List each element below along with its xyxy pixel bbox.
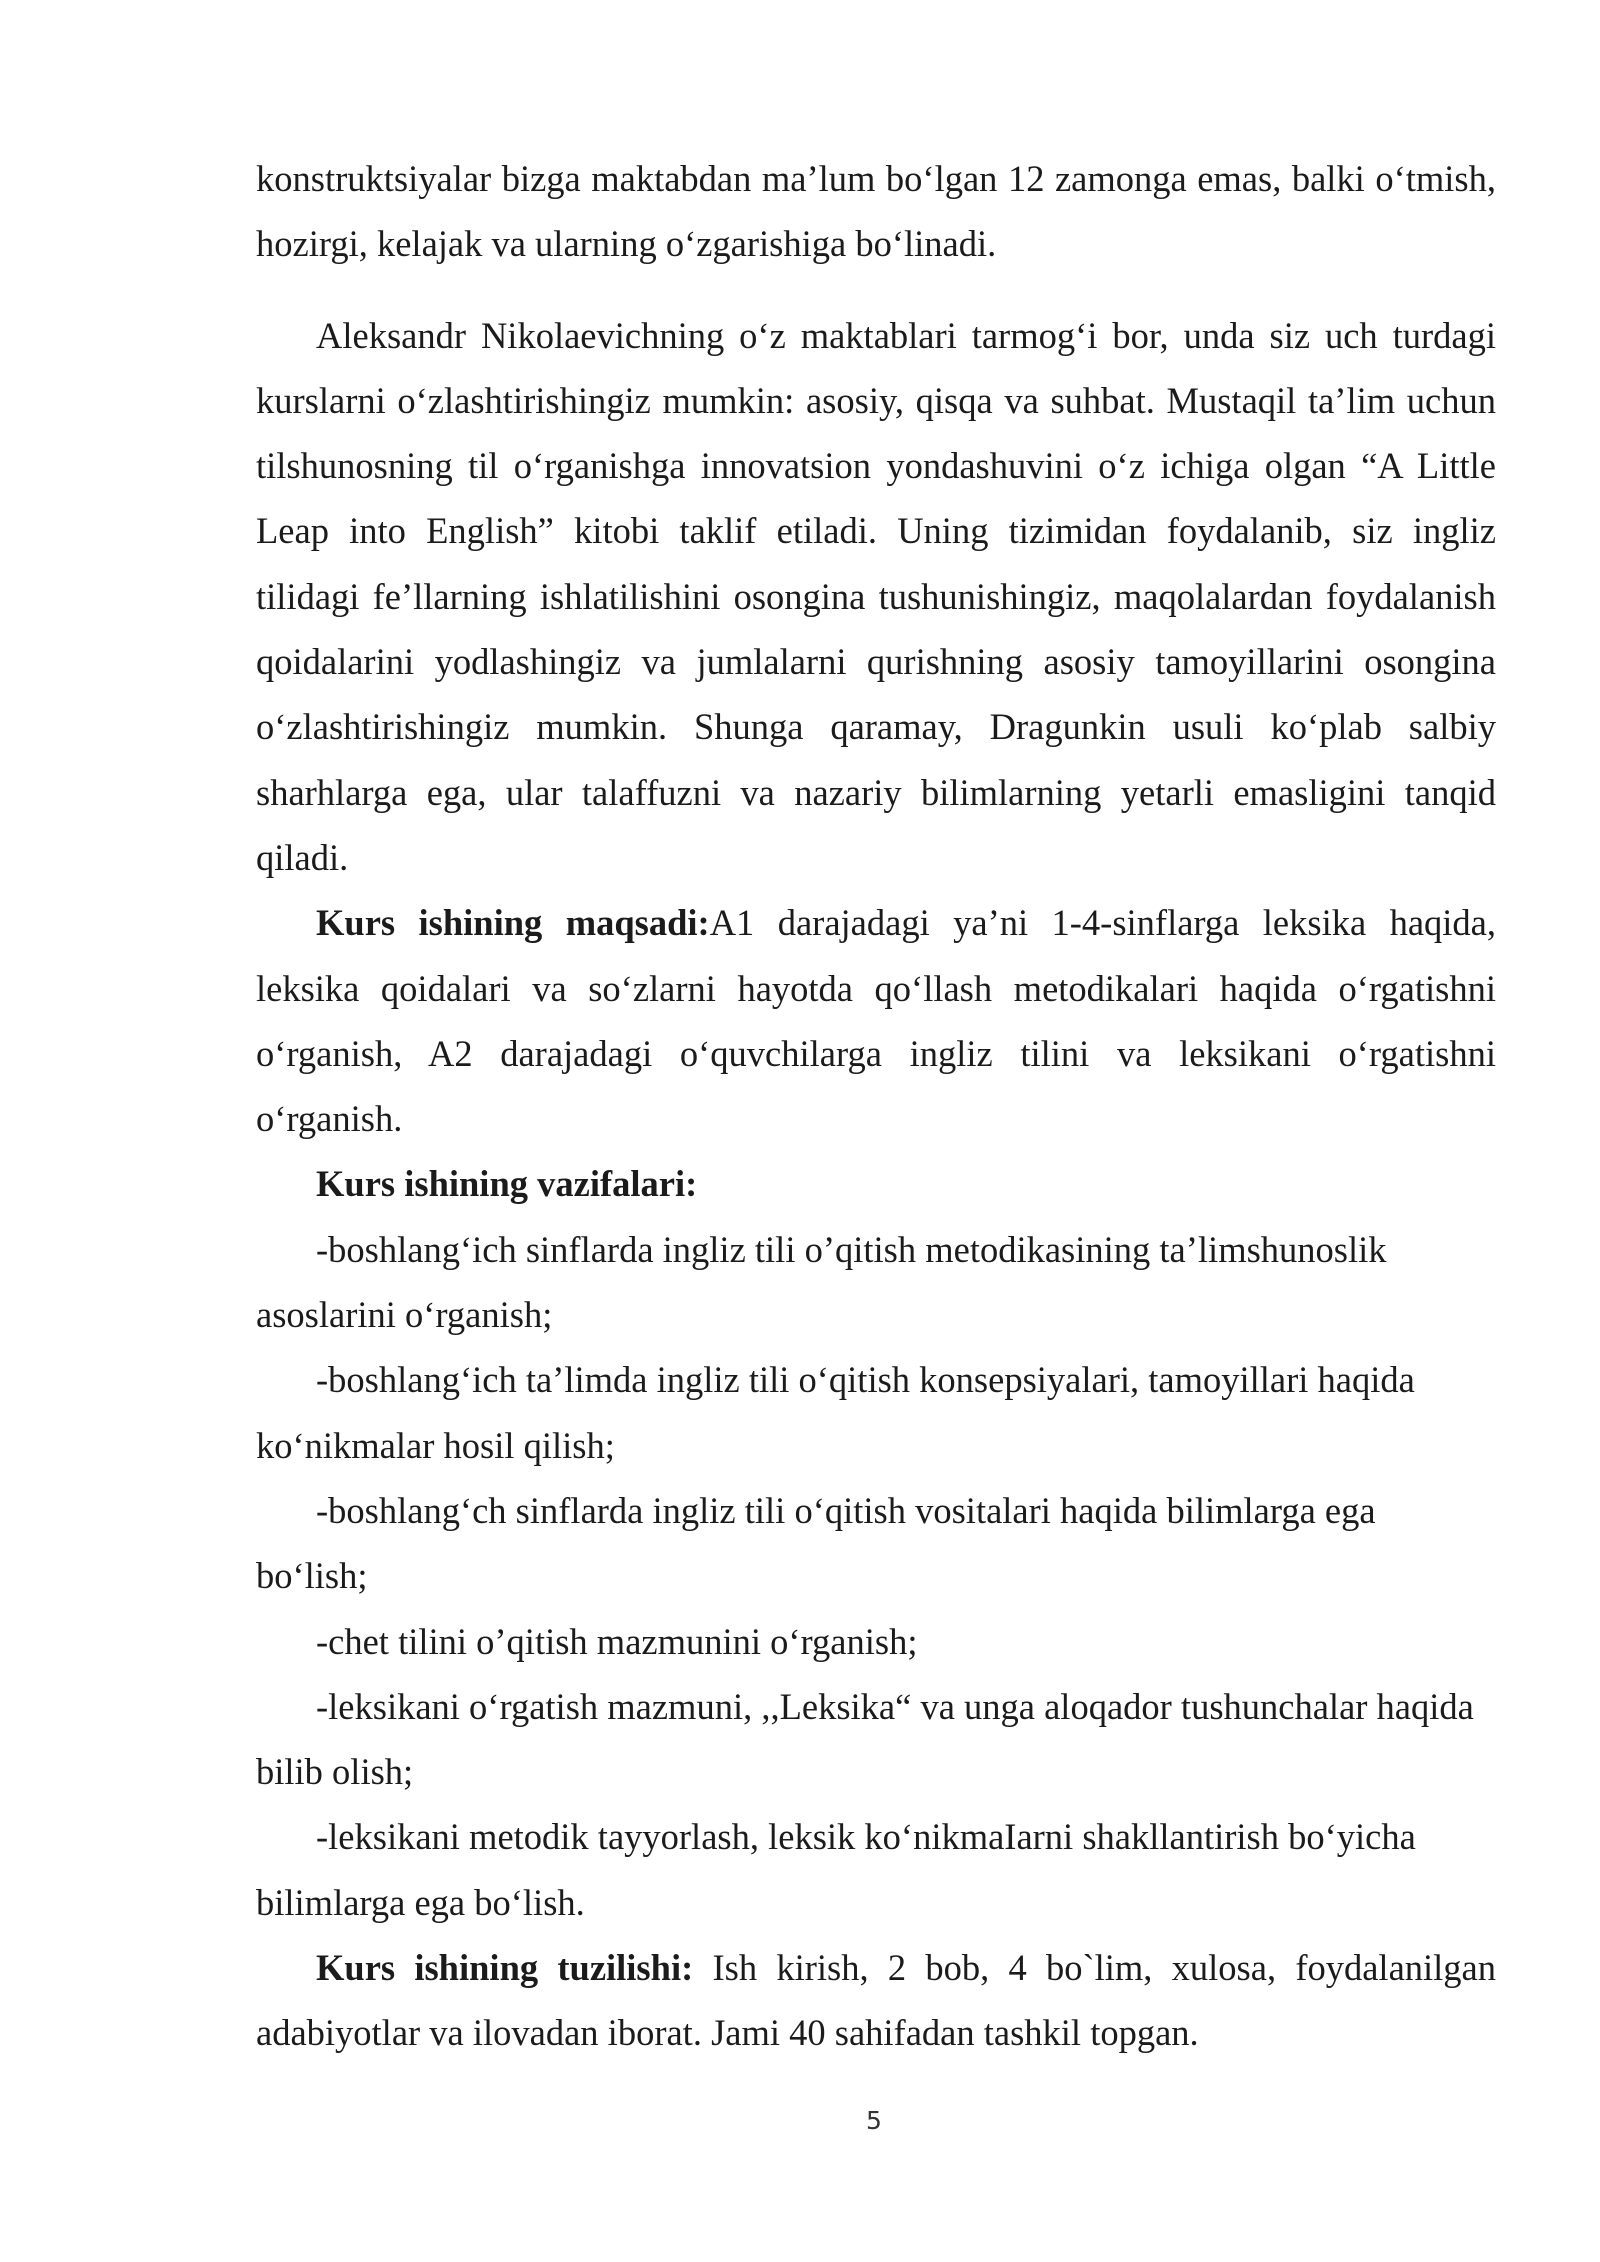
task-item: -leksikani metodik tayyorlash, leksik ko‘nikmaIarni shakllantirish bo‘yicha bilimlarga ega bo‘lish. — [256, 1816, 1416, 1923]
paragraph-goal — [256, 890, 1496, 1151]
task-item: -boshlang‘ich sinflarda ingliz tili o’qitish metodikasining ta’limshunoslik asoslarini o‘rganish; — [256, 1228, 1387, 1336]
page-number: 5 — [866, 2106, 882, 2135]
task-item: -leksikani o‘rgatish mazmuni, ,,Leksika“ va unga aloqador tushunchalar haqida bilib olish; — [256, 1685, 1474, 1793]
goal-label: Kurs ishining maqsadi: — [316, 902, 710, 944]
task-item: -boshlang‘ch sinflarda ingliz tili o‘qitish vositalari haqida bilimlarga ega bo‘lish; — [256, 1489, 1376, 1597]
goal-text: A1 darajadagi ya’ni 1-4-sinflarga leksika haqida, leksika qoidalari va so‘zlarni hayotda qo‘llash metodikalari haqida o‘rgatishni o‘rganish, A2 darajadagi o‘quvchilarga ingliz tilini va leksikani o‘rgatishni o‘rganish. — [256, 902, 1497, 1140]
structure-label: Kurs ishining tuzilishi: — [316, 1947, 694, 1989]
tasks-heading — [256, 1151, 1496, 1216]
task-item: -chet tilini o’qitish mazmunini o‘rganish; — [316, 1620, 918, 1662]
page-body — [256, 146, 1496, 2066]
structure-text: Ish kirish, 2 bob, 4 bo`lim, xulosa, foydalanilgan adabiyotlar va ilovadan iborat. Jami 40 sahifadan tashkil topgan. — [256, 1947, 1497, 2054]
tasks-label: Kurs ishining vazifalari: — [316, 1163, 698, 1205]
task-item: -boshlang‘ich ta’limda ingliz tili o‘qitish konsepsiyalari, tamoyillari haqida ko‘nikmalar hosil qilish; — [256, 1359, 1415, 1466]
paragraph-structure — [256, 1935, 1496, 2066]
paragraph-dragunkin: Aleksandr Nikolaevichning o‘z maktablari tarmog‘i bor, unda siz uch turdagi kurslarni o‘zlashtirishingiz mumkin: asosiy, qisqa va suhbat. Mustaqil ta’lim uchun tilshunosning til o‘rganishga innovatsion yondashuvini o‘z ichiga olgan “A Little Leap into English” kitobi taklif etiladi. Uning tizimidan foydalanib, siz ingliz tilidagi fe’llarning ishlatilishini osongina tushunishingiz, maqolalardan foydalanish qoidalarini yodlashingiz va jumlalarni qurishning asosiy tamoyillarini osongina o‘zlashtirishingiz mumkin. Shunga qaramay, Dragunkin usuli ko‘plab salbiy sharhlarga ega, ular talaffuzni va nazariy bilimlarning yetarli emasligini tanqid qiladi. — [256, 314, 1496, 878]
paragraph-intro-continuation: konstruktsiyalar bizga maktabdan ma’lum bo‘lgan 12 zamonga emas, balki o‘tmish, hozirgi, kelajak va ularning o‘zgarishiga bo‘linadi. — [256, 158, 1496, 265]
